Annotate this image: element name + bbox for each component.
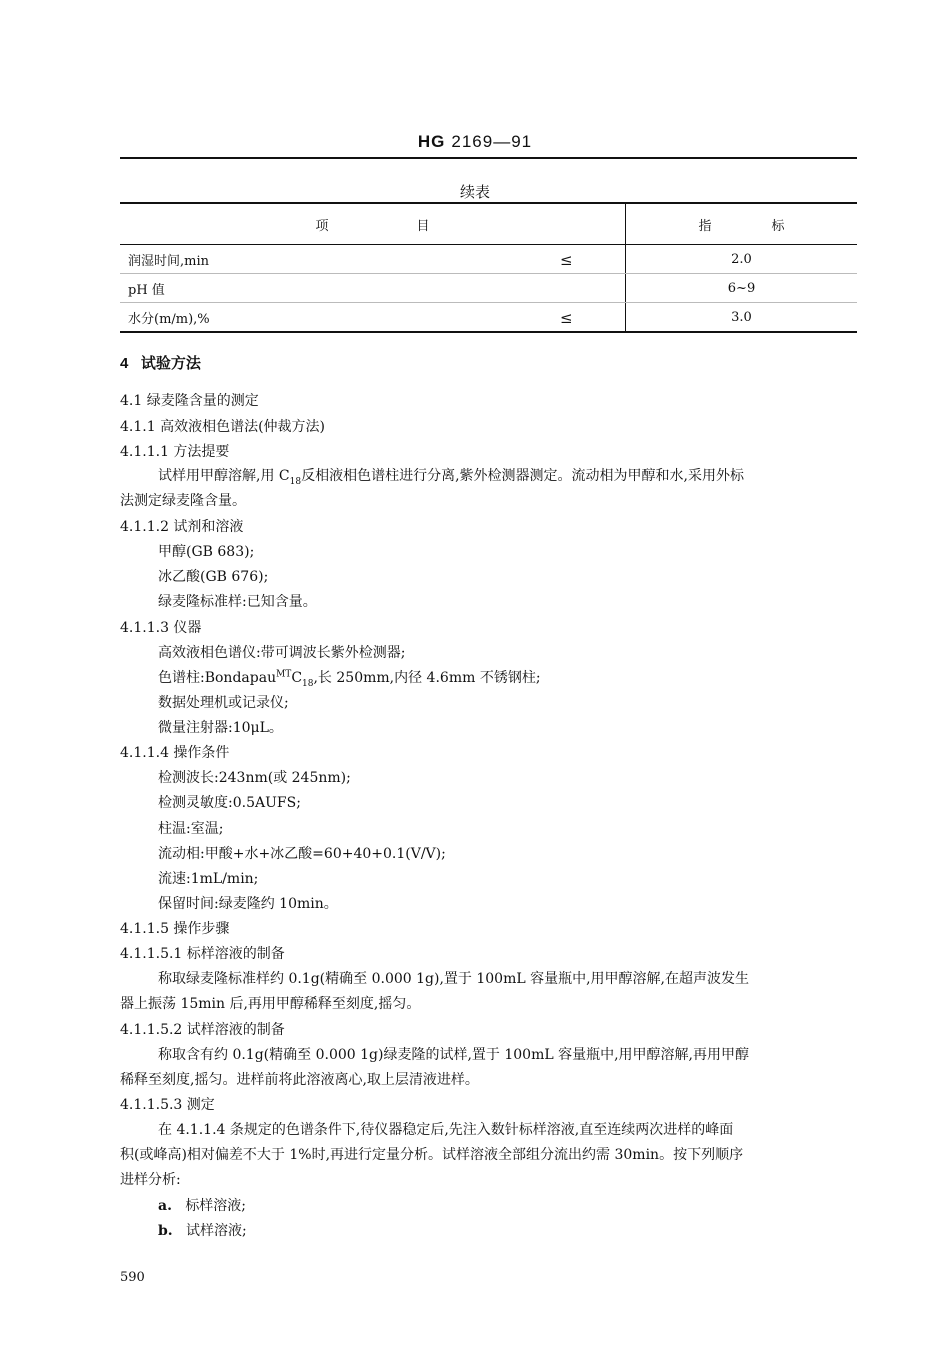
standard-number: 2169—91 — [451, 132, 533, 151]
instrument-column: 色谱柱$:Bondapau^{MT}C_{18}$,长 250mm,内径 4.6mm 不锈钢柱; — [158, 669, 541, 689]
determination-line-2: 积(或峰高)相对偏差不大于 1%时,再进行定量分析。试样溶液全部组分流出约需 30min。按下列顺序 — [120, 1147, 744, 1163]
instrument-syringe: 微量注射器:10μL。 — [158, 720, 283, 736]
condition-wavelength: 检测波长:243nm(或 245nm); — [158, 770, 351, 786]
heading-4-1-1-5-2: 4.1.1.5.2 试样溶液的制备 — [120, 1022, 285, 1038]
condition-retention: 保留时间:绿麦隆约 10min。 — [158, 896, 338, 912]
determination-line-1: 在 4.1.1.4 条规定的色谱条件下,待仪器稳定后,先注入数针标样溶液,直至连续两次进样的峰面 — [158, 1122, 734, 1138]
instrument-hplc: 高效液相色谱仪:带可调波长紫外检测器; — [158, 645, 406, 661]
heading-4-1: 4.1 绿麦隆含量的测定 — [120, 393, 259, 409]
determination-line-3: 进样分析: — [120, 1172, 181, 1188]
header-index-a: 指 — [698, 218, 712, 234]
standard-header — [0, 132, 950, 152]
table-row — [120, 245, 857, 274]
list-mark: a. — [158, 1198, 172, 1214]
row-item: 润湿时间,min ≤ — [120, 245, 626, 274]
instrument-recorder: 数据处理机或记录仪; — [158, 695, 289, 711]
reagent-acetic-acid: 冰乙酸(GB 676); — [158, 569, 269, 585]
heading-4-1-1-5: 4.1.1.5 操作步骤 — [120, 921, 230, 937]
section-number: 4 — [120, 355, 129, 372]
table-row — [120, 274, 857, 303]
header-item-b: 目 — [416, 218, 430, 234]
page-number: 590 — [120, 1270, 145, 1285]
condition-flow: 流速:1mL/min; — [158, 871, 259, 887]
header-item-a: 项 — [315, 218, 329, 234]
principle-line-1: 试样用甲醇溶解,用 $C_{18}$反相液相色谱柱进行分离,紫外检测器测定。流动相为甲醇和水,采用外标 — [158, 468, 744, 487]
table-row — [120, 303, 857, 333]
header-item — [120, 203, 626, 245]
list-item-b: b. 试样溶液; — [158, 1223, 247, 1239]
header-index-b: 标 — [771, 218, 785, 234]
spec-table — [120, 202, 857, 333]
condition-sensitivity: 检测灵敏度:0.5AUFS; — [158, 795, 301, 811]
heading-4-1-1-1: 4.1.1.1 方法提要 — [120, 444, 230, 460]
heading-4-1-1-3: 4.1.1.3 仪器 — [120, 620, 202, 636]
table-header-row — [120, 203, 857, 245]
list-item-a: a. 标样溶液; — [158, 1198, 247, 1214]
heading-4-1-1-2: 4.1.1.2 试剂和溶液 — [120, 519, 244, 535]
heading-4-1-1-4: 4.1.1.4 操作条件 — [120, 745, 230, 761]
condition-temperature: 柱温:室温; — [158, 821, 224, 837]
reagent-standard: 绿麦隆标准样:已知含量。 — [158, 594, 317, 610]
heading-4-1-1-5-3: 4.1.1.5.3 测定 — [120, 1097, 215, 1113]
list-mark: b. — [158, 1223, 173, 1239]
section-4-heading — [120, 352, 201, 373]
sample-prep-line-1: 称取含有约 0.1g(精确至 0.000 1g)绿麦隆的试样,置于 100mL 容量瓶中,用甲醇溶解,再用甲醇 — [158, 1047, 749, 1063]
le-sign: ≤ — [560, 309, 573, 327]
heading-4-1-1-5-1: 4.1.1.5.1 标样溶液的制备 — [120, 946, 285, 962]
row-value: 3.0 — [626, 303, 858, 333]
reagent-methanol: 甲醇(GB 683); — [158, 544, 255, 560]
row-item: pH 值 — [120, 274, 626, 303]
header-index — [626, 203, 858, 245]
standard-code: HG — [417, 132, 446, 151]
le-sign: ≤ — [560, 251, 573, 269]
section-title: 试验方法 — [140, 355, 201, 372]
standard-prep-line-2: 器上振荡 15min 后,再用甲醇稀释至刻度,摇匀。 — [120, 996, 421, 1012]
sample-prep-line-2: 稀释至刻度,摇匀。进样前将此溶液离心,取上层清液进样。 — [120, 1072, 479, 1088]
table-caption: 续表 — [459, 183, 490, 201]
row-value: 6~9 — [626, 274, 858, 303]
heading-4-1-1: 4.1.1 高效液相色谱法(仲裁方法) — [120, 419, 325, 435]
standard-prep-line-1: 称取绿麦隆标准样约 0.1g(精确至 0.000 1g),置于 100mL 容量瓶中,用甲醇溶解,在超声波发生 — [158, 971, 749, 987]
condition-mobile-phase: 流动相:甲酸+水+冰乙酸=60+40+0.1(V/V); — [158, 846, 446, 862]
principle-line-2: 法测定绿麦隆含量。 — [120, 493, 246, 509]
row-item: 水分(m/m),% ≤ — [120, 303, 626, 333]
header-rule — [120, 157, 857, 159]
row-value: 2.0 — [626, 245, 858, 274]
